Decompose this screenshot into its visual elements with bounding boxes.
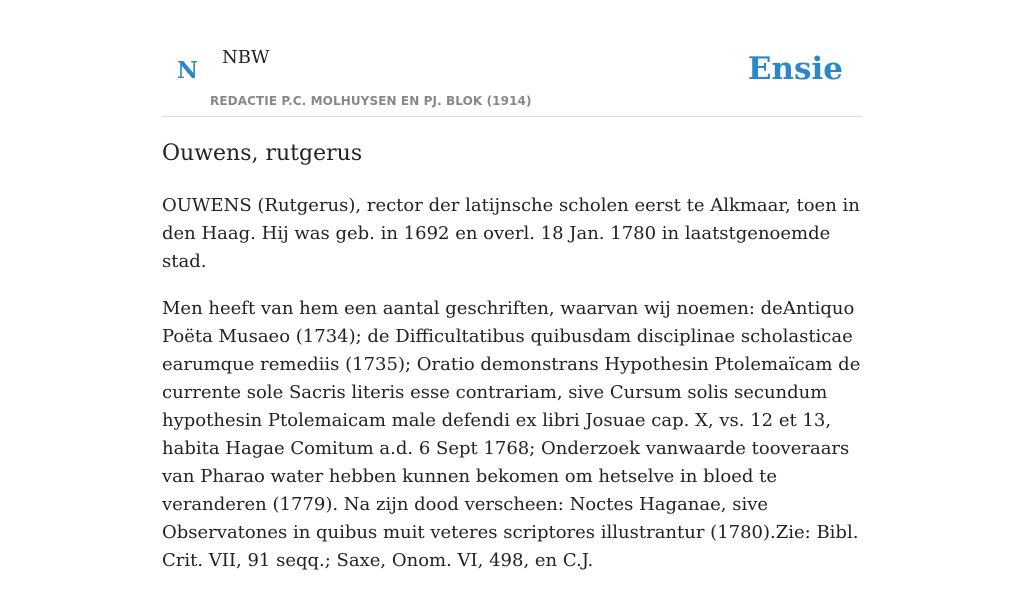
source-subtitle: REDACTIE P.C. MOLHUYSEN EN PJ. BLOK (1914) — [210, 94, 532, 108]
source-title[interactable]: NBW — [222, 47, 270, 68]
article-page — [162, 0, 862, 571]
article-header — [162, 0, 862, 117]
article-body — [162, 192, 862, 594]
brand-logo[interactable]: Ensie — [747, 51, 843, 87]
article-paragraph: OUWENS (Rutgerus), rector der latijnsche scholen eerst te Alkmaar, toen in den Haag. Hij was geb. in 1692 en overl. 18 Jan. 1780 in laatstgenoemde stad. — [162, 195, 860, 272]
source-logo[interactable]: N — [177, 57, 199, 84]
article-paragraph: Men heeft van hem een aantal geschriften, waarvan wij noemen: deAntiquo Poëta Musaeo (1734); de Difficultatibus quibusdam disciplinae scholasticae earumque remediis (1735); Oratio demonstrans Hypothesin Ptolemaïcam de currente sole Sacris literis esse contrariam, sive Cursum solis secundum hypothesin Ptolemaicam male defendi ex libri Josuae cap. X, vs. 12 et 13, habita Hagae Comitum a.d. 6 Sept 1768; Onderzoek vanwaarde tooveraars van Pharao water hebben kunnen bekomen om hetselve in bloed te veranderen (1779). Na zijn dood verscheen: Noctes Haganae, sive Observatones in quibus muit veteres scriptores illustrantur (1780).Zie: Bibl. Crit. VII, 91 seqq.; Saxe, Onom. VI, 498, en C.J. — [162, 298, 861, 571]
page-title: Ouwens, rutgerus — [162, 141, 363, 166]
